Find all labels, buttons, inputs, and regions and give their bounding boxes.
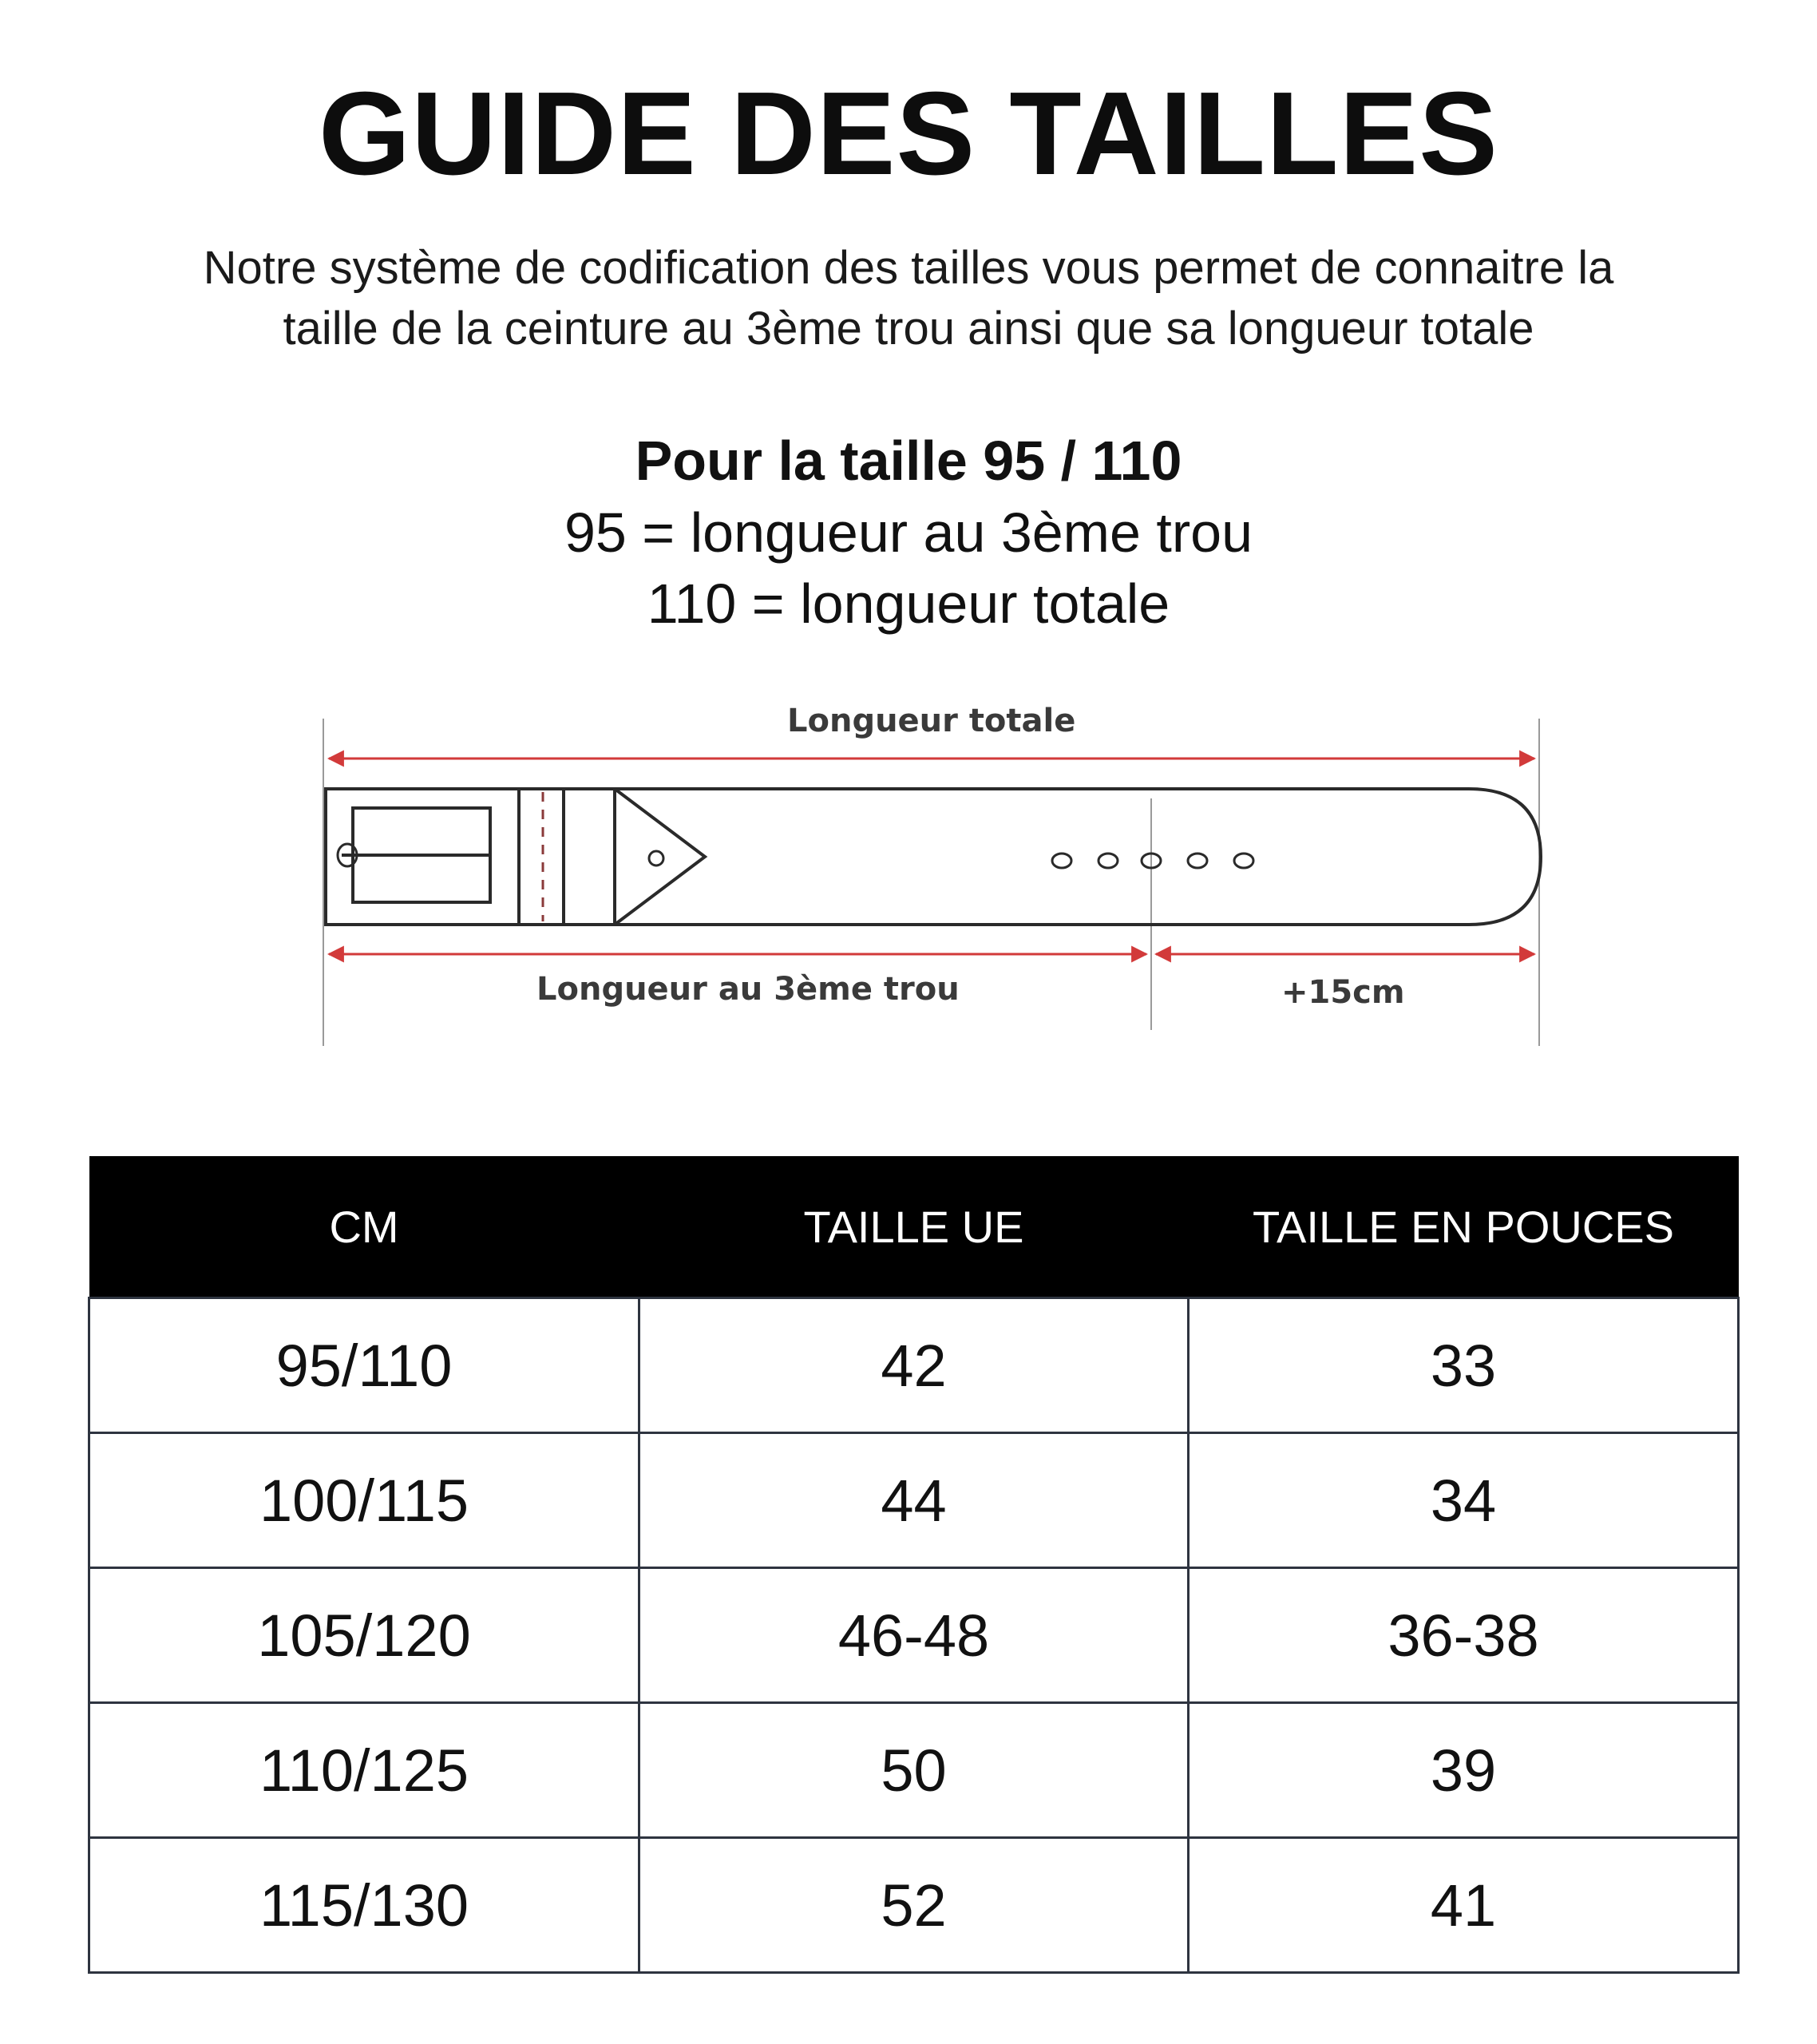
column-header-inch-size: TAILLE EN POUCES — [1189, 1156, 1739, 1298]
belt-hole-1 — [1052, 854, 1071, 868]
cell-eu-size: 42 — [639, 1298, 1189, 1433]
cell-inch-size: 41 — [1189, 1838, 1739, 1973]
belt-diagram-svg — [120, 695, 1700, 1094]
cell-cm: 95/110 — [89, 1298, 639, 1433]
table-row — [89, 1838, 1739, 1973]
cell-cm: 105/120 — [89, 1568, 639, 1703]
table-row — [89, 1568, 1739, 1703]
size-table — [88, 1156, 1740, 1974]
cell-cm: 110/125 — [89, 1703, 639, 1838]
page-title: GUIDE DES TAILLES — [319, 68, 1498, 200]
example-heading: Pour la taille 95 / 110 — [635, 430, 1182, 492]
belt-diagram — [120, 695, 1700, 1094]
belt-hole-2 — [1099, 854, 1118, 868]
example-line-total: 110 = longueur totale — [647, 572, 1170, 635]
belt-hole-5 — [1234, 854, 1253, 868]
cell-eu-size: 46-48 — [639, 1568, 1189, 1703]
belt-outline — [326, 789, 1541, 925]
cell-cm: 115/130 — [89, 1838, 639, 1973]
cell-cm: 100/115 — [89, 1433, 639, 1568]
cell-inch-size: 36-38 — [1189, 1568, 1739, 1703]
label-total-length: Longueur totale — [787, 703, 1076, 739]
column-header-eu-size: TAILLE UE — [639, 1156, 1189, 1298]
label-third-hole-length: Longueur au 3ème trou — [536, 971, 960, 1008]
tip-triangle — [615, 789, 705, 925]
cell-inch-size: 33 — [1189, 1298, 1739, 1433]
column-header-cm: CM — [89, 1156, 639, 1298]
cell-inch-size: 34 — [1189, 1433, 1739, 1568]
intro-line-1: Notre système de codification des tailles vous permet de connaitre la — [203, 242, 1614, 294]
table-row — [89, 1703, 1739, 1838]
intro-line-2: taille de la ceinture au 3ème trou ainsi que sa longueur totale — [283, 303, 1534, 355]
belt-hole-4 — [1188, 854, 1207, 868]
table-row — [89, 1433, 1739, 1568]
table-row — [89, 1298, 1739, 1433]
table-header-row — [89, 1156, 1739, 1298]
label-extra-length: +15cm — [1281, 974, 1405, 1011]
example-line-third-hole: 95 = longueur au 3ème trou — [564, 501, 1253, 564]
cell-inch-size: 39 — [1189, 1703, 1739, 1838]
cell-eu-size: 50 — [639, 1703, 1189, 1838]
cell-eu-size: 44 — [639, 1433, 1189, 1568]
cell-eu-size: 52 — [639, 1838, 1189, 1973]
tip-rivet — [649, 851, 663, 866]
